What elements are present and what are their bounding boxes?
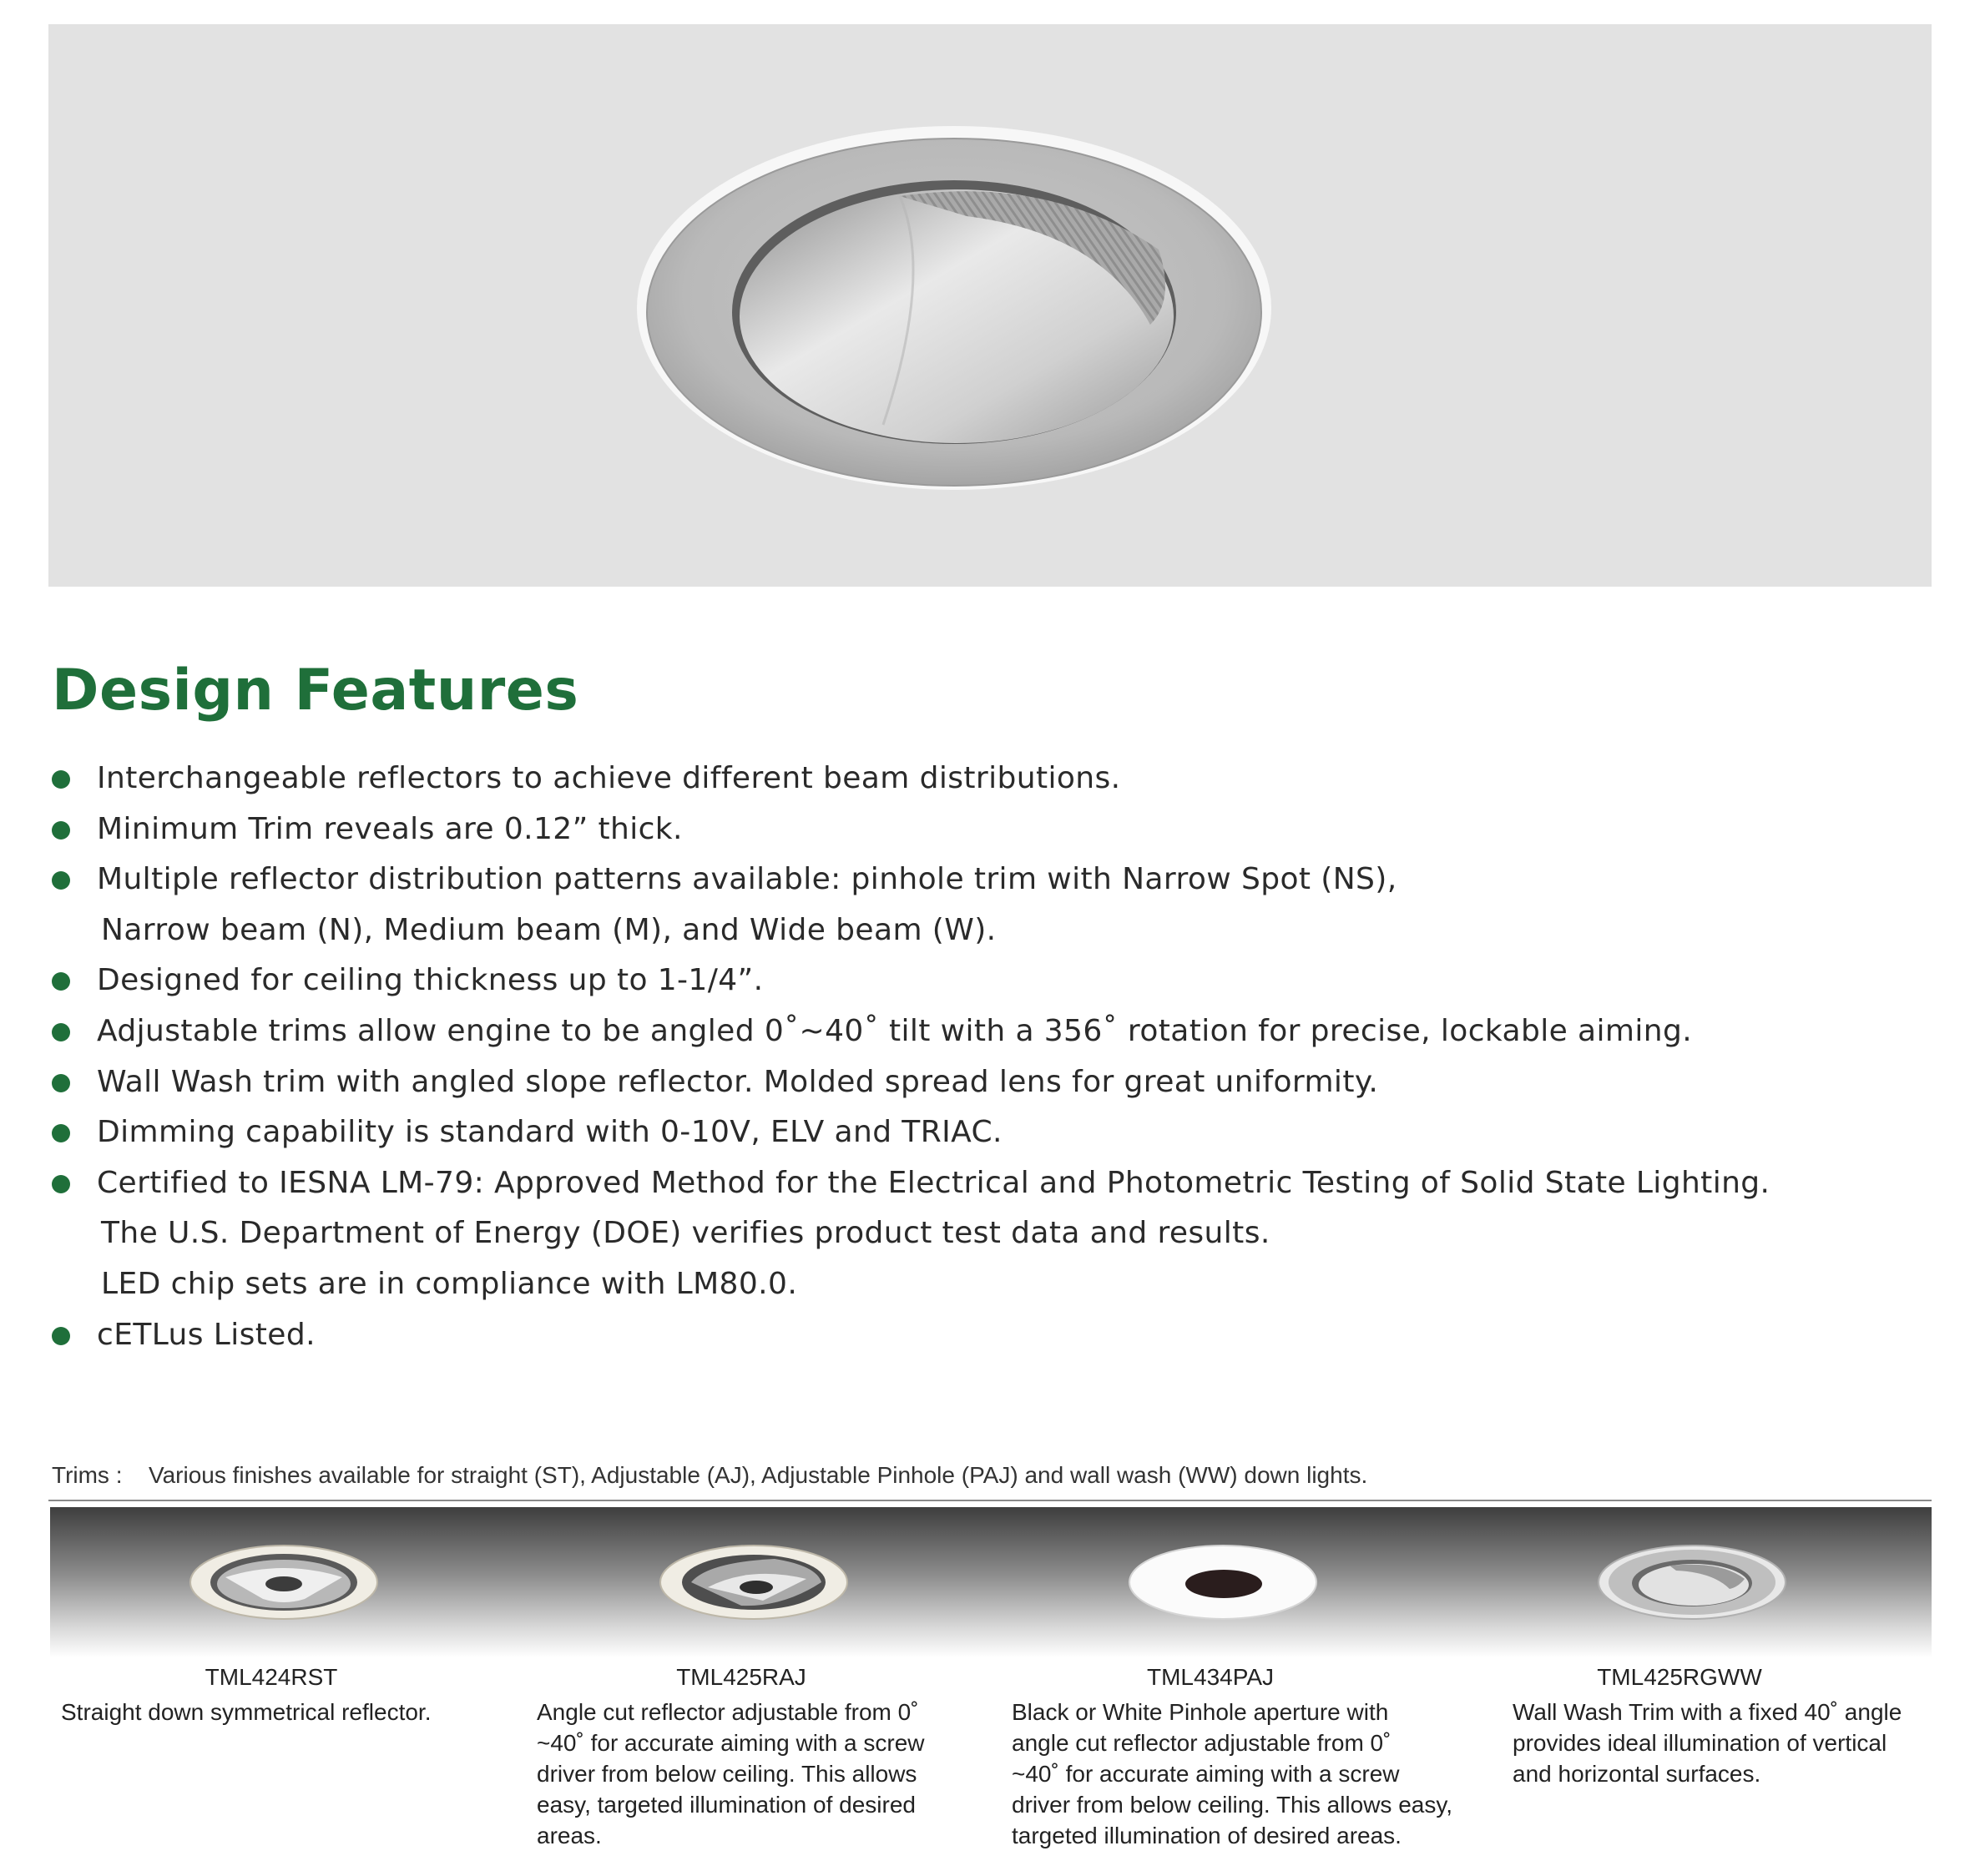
list-item: cETLus Listed. — [52, 1310, 1888, 1361]
trim-description: Straight down symmetrical reflector. — [61, 1699, 432, 1725]
trim-description: Angle cut reflector adjustable from 0˚ ~40˚ for accurate aiming with a screw driver from below ceiling. This allows easy, targeted illumination of desired areas. — [537, 1699, 925, 1848]
list-item: Interchangeable reflectors to achieve different beam distributions. — [52, 754, 1888, 804]
hero-product-photo — [48, 24, 1932, 587]
list-item: Designed for ceiling thickness up to 1-1/4”. — [52, 956, 1888, 1006]
bullet-icon — [52, 770, 70, 789]
trim-code: TML434PAJ — [1147, 1664, 1274, 1690]
design-features-list — [52, 754, 1888, 1360]
section-title: Design Features — [52, 658, 579, 724]
recessed-wall-wash-downlight-photo — [48, 24, 1932, 587]
bullet-icon — [52, 821, 70, 840]
trims-intro-text: Various finishes available for straight (ST), Adjustable (AJ), Adjustable Pinhole (PAJ) and wall wash (WW) down lights. — [149, 1462, 1368, 1488]
list-item: Dimming capability is standard with 0-10V, ELV and TRIAC. — [52, 1107, 1888, 1158]
list-item: Minimum Trim reveals are 0.12” thick. — [52, 804, 1888, 855]
trim-description: Black or White Pinhole aperture with angle cut reflector adjustable from 0˚ ~40˚ for accurate aiming with a screw driver from below ceiling. This allows easy, targeted illumination of desired areas. — [1012, 1699, 1453, 1848]
pinhole-trim-icon — [1127, 1507, 1319, 1657]
bullet-icon — [52, 1074, 70, 1092]
trim-description: Wall Wash Trim with a fixed 40˚ angle provides ideal illumination of vertical and horizontal surfaces. — [1513, 1699, 1902, 1787]
list-item: Multiple reflector distribution patterns available: pinhole trim with Narrow Spot (NS), Narrow beam (N), Medium beam (M), and Wide beam (W). — [52, 855, 1888, 956]
trim-code: TML425RAJ — [676, 1664, 806, 1690]
bullet-icon — [52, 1175, 70, 1193]
trim-code: TML425RGWW — [1597, 1664, 1762, 1690]
straight-reflector-trim-icon — [188, 1507, 380, 1657]
wall-wash-trim-icon — [1596, 1507, 1788, 1657]
list-item: Certified to IESNA LM-79: Approved Method for the Electrical and Photometric Testing of Solid State Lighting. The U.S. Department of Energy (DOE) verifies product test data and results. LED chip sets are in compliance with LM80.0. — [52, 1158, 1888, 1310]
trim-code: TML424RST — [205, 1664, 338, 1690]
bullet-icon — [52, 871, 70, 890]
list-item: Wall Wash trim with angled slope reflector. Molded spread lens for great uniformity. — [52, 1057, 1888, 1108]
bullet-icon — [52, 1023, 70, 1041]
bullet-icon — [52, 1327, 70, 1345]
adjustable-reflector-trim-icon — [658, 1507, 850, 1657]
trims-intro — [52, 1462, 1367, 1489]
bullet-icon — [52, 972, 70, 991]
divider — [48, 1500, 1932, 1501]
list-item: Adjustable trims allow engine to be angled 0˚~40˚ tilt with a 356˚ rotation for precise, lockable aiming. — [52, 1006, 1888, 1057]
bullet-icon — [52, 1124, 70, 1142]
trims-label: Trims : — [52, 1462, 123, 1488]
